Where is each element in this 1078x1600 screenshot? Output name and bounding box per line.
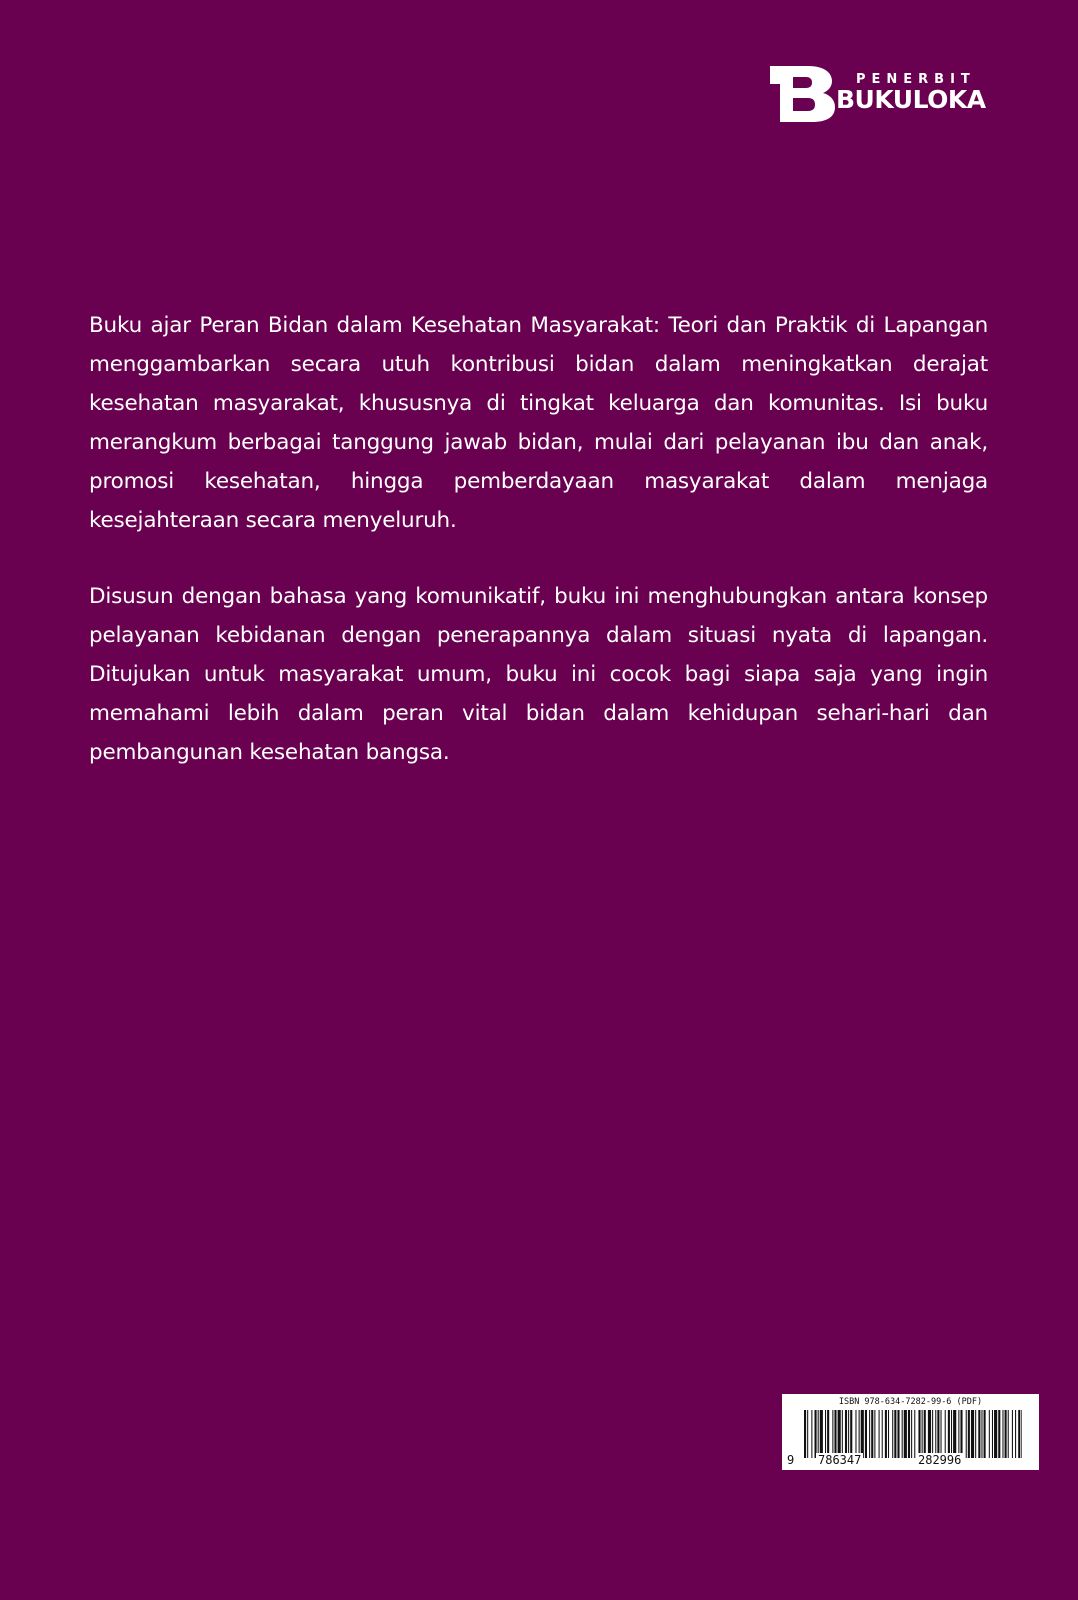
barcode-bar (922, 1410, 923, 1458)
barcode-bar (804, 1410, 806, 1458)
barcode-bar (971, 1410, 974, 1458)
barcode-bar (928, 1410, 931, 1458)
barcode-bar (932, 1410, 933, 1458)
barcode-bar (948, 1410, 950, 1458)
barcode-bar (871, 1410, 873, 1458)
barcode-bar (978, 1410, 980, 1458)
blurb-paragraph-2: Disusun dengan bahasa yang komunikatif, buku ini menghubungkan antara konsep pelayanan kebidanan dengan penerapannya dalam situasi nyata di lapangan. Ditujukan untuk masyarakat umum, buku ini cocok bagi siapa saja yang ingin memahami lebih dalam peran vital bidan dalam kehidupan sehari-hari dan pembangunan kesehatan bangsa. (89, 584, 988, 765)
barcode-bar (998, 1410, 1000, 1458)
barcode-bar (994, 1410, 997, 1458)
barcode-bar (888, 1410, 889, 1458)
barcode-bar (827, 1410, 829, 1458)
barcode-bar (975, 1410, 976, 1458)
barcode-digits-left: 786347 (818, 1453, 862, 1467)
barcode-bar (918, 1410, 920, 1458)
barcode-bar (960, 1410, 962, 1458)
barcode-bar (820, 1410, 823, 1458)
barcode-bar (953, 1410, 956, 1458)
barcode-bar (894, 1410, 896, 1458)
barcode-bar (859, 1410, 860, 1458)
barcode-bar (818, 1410, 819, 1458)
barcode-bar (935, 1410, 936, 1458)
barcode-bar (869, 1410, 870, 1458)
barcode-bar (924, 1410, 926, 1458)
barcode-bar (892, 1410, 893, 1458)
barcode-bar (874, 1410, 875, 1458)
barcode-bar (865, 1410, 867, 1458)
book-blurb (89, 306, 988, 772)
barcode-bar (1008, 1410, 1009, 1458)
barcode-bar (984, 1410, 986, 1458)
barcode-bar (850, 1410, 852, 1458)
barcode-bar (989, 1410, 990, 1458)
barcode-bar (861, 1410, 864, 1458)
barcode-bar (845, 1410, 847, 1458)
barcode-bar (908, 1410, 910, 1458)
barcode-digits-right: 282996 (918, 1453, 962, 1467)
barcode-bar (1005, 1410, 1007, 1458)
barcode-bar (879, 1410, 880, 1458)
barcode-bar (855, 1410, 856, 1458)
barcode-bar (842, 1410, 843, 1458)
barcode-bar (1012, 1410, 1013, 1458)
barcode-bar (885, 1410, 887, 1458)
barcode-bar (1021, 1410, 1022, 1458)
barcode-bars (804, 1410, 1022, 1458)
blurb-paragraph-1: Buku ajar Peran Bidan dalam Kesehatan Masyarakat: Teori dan Praktik di Lapangan menggambarkan secara utuh kontribusi bidan dalam meningkatkan derajat kesehatan masyarakat, khususnya di tingkat keluarga dan komunitas. Isi buku merangkum berbagai tanggung jawab bidan, mulai dari pelayanan ibu dan anak, promosi kesehatan, hingga pemberdayaan masyarakat dalam menjaga kesejahteraan secara menyeluruh. (89, 313, 988, 533)
barcode-bar (1015, 1410, 1016, 1458)
barcode-bar (911, 1410, 912, 1458)
barcode-bar (825, 1410, 826, 1458)
barcode-bar (945, 1410, 946, 1458)
barcode-bar (838, 1410, 841, 1458)
isbn-barcode (782, 1394, 1039, 1470)
publisher-name: BUKULOKA (836, 85, 986, 114)
barcode-bar (832, 1410, 833, 1458)
publisher-label: PENERBIT (856, 72, 976, 87)
barcode-bar (811, 1410, 812, 1458)
barcode-bar (815, 1410, 817, 1458)
barcode-bar (902, 1410, 903, 1458)
barcode-bar (941, 1410, 942, 1458)
barcode-bar (937, 1410, 939, 1458)
barcode-bar (834, 1410, 836, 1458)
barcode-bar (981, 1410, 982, 1458)
barcode-bar (966, 1410, 967, 1458)
barcode-bar (951, 1410, 952, 1458)
barcode-bar (968, 1410, 970, 1458)
barcode-bar (904, 1410, 907, 1458)
barcode-bar (882, 1410, 883, 1458)
barcode-bar (848, 1410, 849, 1458)
barcode-bar (992, 1410, 993, 1458)
publisher-logo-b-icon (770, 66, 836, 122)
barcode-bar (807, 1410, 808, 1458)
barcode-digit-lead: 9 (787, 1453, 795, 1467)
publisher-logo (770, 66, 990, 122)
isbn-number: ISBN 978-634-7282-99-6 (PDF) (838, 1397, 983, 1407)
barcode-bar (914, 1410, 915, 1458)
barcode-bar (1018, 1410, 1020, 1458)
barcode-bar (958, 1410, 959, 1458)
barcode-bar (897, 1410, 899, 1458)
barcode-bar (1002, 1410, 1003, 1458)
